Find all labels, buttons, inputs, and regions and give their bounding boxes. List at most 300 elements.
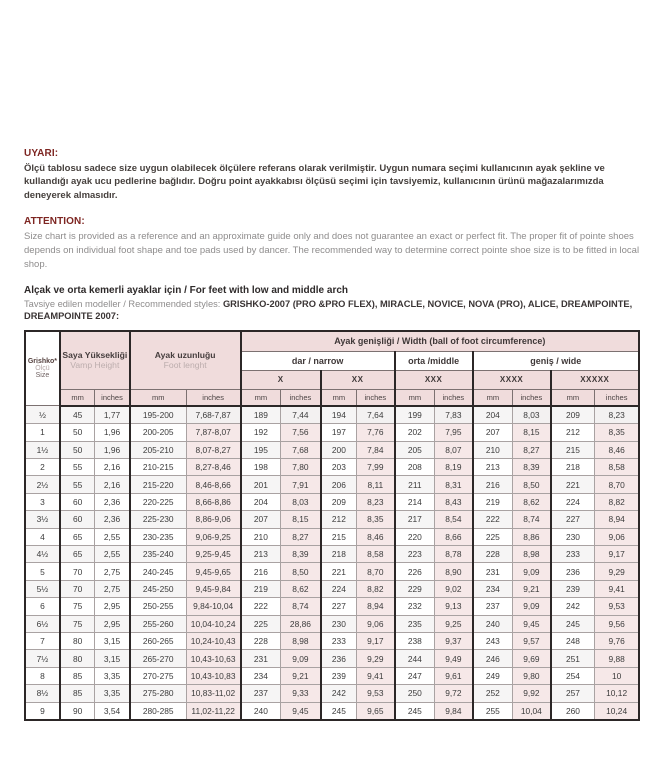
table-cell: 2 — [25, 459, 60, 476]
table-cell: 189 — [241, 406, 281, 424]
table-cell: 9,25-9,45 — [186, 546, 240, 563]
table-cell: 8,07 — [435, 441, 473, 458]
table-cell: 233 — [321, 632, 357, 649]
table-cell: 2,16 — [95, 459, 130, 476]
table-cell: 203 — [321, 459, 357, 476]
table-cell: 7,84 — [357, 441, 395, 458]
table-cell: 215-220 — [130, 476, 186, 493]
unit-header-inches: inches — [435, 389, 473, 406]
table-cell: 230 — [321, 615, 357, 632]
table-cell: 60 — [60, 493, 95, 510]
unit-header-inches: inches — [186, 389, 240, 406]
table-cell: 8,39 — [513, 459, 551, 476]
table-cell: 8,27-8,46 — [186, 459, 240, 476]
table-cell: 9,80 — [513, 667, 551, 684]
table-cell: 50 — [60, 424, 95, 441]
table-cell: 9,17 — [357, 632, 395, 649]
table-cell: 245 — [395, 702, 435, 720]
table-cell: 209 — [321, 493, 357, 510]
table-cell: 200 — [321, 441, 357, 458]
table-cell: 7,68-7,87 — [186, 406, 240, 424]
table-row — [25, 632, 639, 649]
table-cell: 200-205 — [130, 424, 186, 441]
table-cell: 65 — [60, 546, 95, 563]
table-cell: 3½ — [25, 511, 60, 528]
table-cell: 10,24-10,43 — [186, 632, 240, 649]
table-cell: 2,36 — [95, 511, 130, 528]
table-cell: 2,75 — [95, 563, 130, 580]
table-cell: 240-245 — [130, 563, 186, 580]
unit-header-mm: mm — [473, 389, 513, 406]
table-cell: 195-200 — [130, 406, 186, 424]
table-cell: 220 — [395, 528, 435, 545]
table-cell: 3,15 — [95, 632, 130, 649]
table-cell: 9,57 — [513, 632, 551, 649]
table-cell: 213 — [473, 459, 513, 476]
table-cell: 7,44 — [281, 406, 321, 424]
size-header-tr: Ölçü — [35, 365, 50, 373]
table-cell: 9,17 — [595, 546, 639, 563]
table-cell: 8½ — [25, 685, 60, 702]
table-row — [25, 546, 639, 563]
table-cell: 221 — [321, 563, 357, 580]
table-cell: 192 — [241, 424, 281, 441]
table-cell: 2,16 — [95, 476, 130, 493]
table-cell: 2,55 — [95, 546, 130, 563]
table-cell: 8,46 — [595, 441, 639, 458]
table-cell: 9,49 — [435, 650, 473, 667]
size-table-body — [25, 406, 639, 720]
table-cell: 8,90 — [435, 563, 473, 580]
table-cell: 218 — [321, 546, 357, 563]
table-cell: 255 — [473, 702, 513, 720]
table-cell: 245 — [321, 702, 357, 720]
table-cell: 195 — [241, 441, 281, 458]
table-cell: 231 — [473, 563, 513, 580]
table-cell: 8,86-9,06 — [186, 511, 240, 528]
table-cell: 8,46 — [357, 528, 395, 545]
table-cell: 198 — [241, 459, 281, 476]
table-cell: 207 — [473, 424, 513, 441]
foot-header-en: Foot lenght — [163, 360, 207, 371]
col-header-x: X — [241, 370, 321, 389]
table-cell: 245-250 — [130, 580, 186, 597]
table-cell: 280-285 — [130, 702, 186, 720]
table-cell: 7,64 — [357, 406, 395, 424]
warning-en-body: Size chart is provided as a reference and an approximate guide only and does not guarantee an exact or perfect fit. The proper fit of pointe shoes depends on individual foot shape and toe pads used by dancer. The recommended way to determine correct pointe shoe size is to be fitted in local shop. — [24, 231, 640, 270]
table-cell: 242 — [551, 598, 595, 615]
table-cell: 55 — [60, 459, 95, 476]
table-cell: 11,02-11,22 — [186, 702, 240, 720]
table-cell: 3,35 — [95, 685, 130, 702]
table-cell: 8,78 — [435, 546, 473, 563]
table-cell: 9,13 — [435, 598, 473, 615]
table-cell: 8,58 — [595, 459, 639, 476]
col-header-middle: orta /middle — [395, 351, 473, 370]
table-cell: 225 — [473, 528, 513, 545]
table-cell: 7,68 — [281, 441, 321, 458]
table-cell: 221 — [551, 476, 595, 493]
table-cell: 9,76 — [595, 632, 639, 649]
table-cell: 8,74 — [513, 511, 551, 528]
table-cell: 8,58 — [357, 546, 395, 563]
table-cell: 1,96 — [95, 441, 130, 458]
table-cell: 9,56 — [595, 615, 639, 632]
table-cell: 8,86 — [513, 528, 551, 545]
warning-en-heading: ATTENTION: — [24, 216, 85, 228]
table-cell: 8,19 — [435, 459, 473, 476]
table-cell: 9,09 — [513, 563, 551, 580]
table-cell: 8,66 — [435, 528, 473, 545]
table-cell: 9,29 — [357, 650, 395, 667]
table-cell: 10,12 — [595, 685, 639, 702]
table-cell: 249 — [473, 667, 513, 684]
table-cell: 238 — [395, 632, 435, 649]
table-cell: 199 — [395, 406, 435, 424]
table-cell: 8,11 — [357, 476, 395, 493]
warning-en-block — [24, 216, 640, 271]
table-cell: 194 — [321, 406, 357, 424]
col-header-xxxxx: XXXXX — [551, 370, 639, 389]
table-row — [25, 459, 639, 476]
table-cell: 10,83-11,02 — [186, 685, 240, 702]
table-cell: 216 — [473, 476, 513, 493]
table-cell: 243 — [473, 632, 513, 649]
table-cell: 260-265 — [130, 632, 186, 649]
table-cell: 235-240 — [130, 546, 186, 563]
warning-tr-block — [24, 148, 640, 202]
table-cell: 9,92 — [513, 685, 551, 702]
table-cell: 208 — [395, 459, 435, 476]
table-cell: 222 — [473, 511, 513, 528]
table-cell: 4½ — [25, 546, 60, 563]
table-cell: 245 — [551, 615, 595, 632]
table-cell: 252 — [473, 685, 513, 702]
table-cell: 213 — [241, 546, 281, 563]
table-cell: 233 — [551, 546, 595, 563]
unit-header-mm: mm — [321, 389, 357, 406]
table-row — [25, 615, 639, 632]
unit-header-mm: mm — [551, 389, 595, 406]
table-row — [25, 493, 639, 510]
table-cell: 9,45-9,65 — [186, 563, 240, 580]
unit-header-mm: mm — [130, 389, 186, 406]
table-cell: 202 — [395, 424, 435, 441]
table-cell: 9,84-10,04 — [186, 598, 240, 615]
table-cell: 9,09 — [281, 650, 321, 667]
table-cell: 9,21 — [281, 667, 321, 684]
table-cell: 8,50 — [513, 476, 551, 493]
table-cell: 7,83 — [435, 406, 473, 424]
table-cell: 211 — [395, 476, 435, 493]
vamp-header-en: Vamp Height — [70, 360, 120, 371]
table-row — [25, 476, 639, 493]
table-cell: 209 — [551, 406, 595, 424]
table-cell: 1,96 — [95, 424, 130, 441]
table-cell: 7,76 — [357, 424, 395, 441]
table-cell: 8,94 — [595, 511, 639, 528]
table-row — [25, 667, 639, 684]
table-cell: 255-260 — [130, 615, 186, 632]
table-cell: 210 — [473, 441, 513, 458]
table-cell: 260 — [551, 702, 595, 720]
section-title: Alçak ve orta kemerli ayaklar için / For feet with low and middle arch — [24, 284, 349, 296]
table-cell: 246 — [473, 650, 513, 667]
table-row — [25, 650, 639, 667]
table-cell: 234 — [241, 667, 281, 684]
table-cell: 28,86 — [281, 615, 321, 632]
table-cell: 9,09 — [513, 598, 551, 615]
table-cell: 227 — [321, 598, 357, 615]
unit-header-mm: mm — [60, 389, 95, 406]
table-cell: 250 — [395, 685, 435, 702]
recommended-styles-value: GRISHKO-2007 (PRO &PRO FLEX), MIRACLE, NOVICE, NOVA (PRO), ALICE, DREAMPOINTE, DREAMPOINTE 2007: — [24, 298, 633, 321]
table-cell: 9,25 — [435, 615, 473, 632]
col-header-vamp — [60, 331, 130, 390]
table-cell: 231 — [241, 650, 281, 667]
table-cell: 3,54 — [95, 702, 130, 720]
table-cell: 6 — [25, 598, 60, 615]
warning-tr-body: Ölçü tablosu sadece size uygun olabilecek ölçülere referans olarak verilmiştir. Uygun numara seçimi kullanıcının ayak şekline ve kullandığı ayak ucu pedlerine bağlıdır. Doğru point ayakkabısı ölçüsü seçimi için tavsiyemiz, kullanıcının ürünü mağazalarımızda deneyerek almasıdır. — [24, 163, 605, 201]
table-row — [25, 598, 639, 615]
table-cell: 8,62 — [281, 580, 321, 597]
table-cell: 10,24 — [595, 702, 639, 720]
table-cell: 3,35 — [95, 667, 130, 684]
table-cell: 9,06 — [595, 528, 639, 545]
table-cell: 9,41 — [357, 667, 395, 684]
table-cell: 8,94 — [357, 598, 395, 615]
table-cell: 7,80 — [281, 459, 321, 476]
table-cell: 2,75 — [95, 580, 130, 597]
table-cell: 9,65 — [357, 702, 395, 720]
table-cell: 9,33 — [281, 685, 321, 702]
table-cell: 227 — [551, 511, 595, 528]
recommended-styles-label: Tavsiye edilen modeller / Recommended styles: — [24, 298, 223, 309]
table-cell: 2,95 — [95, 598, 130, 615]
header-row-units — [25, 389, 639, 406]
table-cell: 229 — [395, 580, 435, 597]
table-cell: 10 — [595, 667, 639, 684]
table-cell: 212 — [551, 424, 595, 441]
size-header-en: Size — [35, 372, 50, 380]
table-cell: 219 — [473, 493, 513, 510]
table-cell: 9,61 — [435, 667, 473, 684]
table-cell: 8,35 — [595, 424, 639, 441]
table-cell: 8,23 — [595, 406, 639, 424]
table-row — [25, 441, 639, 458]
table-cell: 265-270 — [130, 650, 186, 667]
table-cell: 8,50 — [281, 563, 321, 580]
table-cell: 204 — [473, 406, 513, 424]
table-cell: 216 — [241, 563, 281, 580]
table-cell: 212 — [321, 511, 357, 528]
table-cell: 9,06-9,25 — [186, 528, 240, 545]
table-cell: ½ — [25, 406, 60, 424]
table-row — [25, 528, 639, 545]
table-cell: 90 — [60, 702, 95, 720]
table-cell: 2½ — [25, 476, 60, 493]
table-cell: 8,66-8,86 — [186, 493, 240, 510]
table-cell: 230 — [551, 528, 595, 545]
table-cell: 234 — [473, 580, 513, 597]
table-cell: 2,36 — [95, 493, 130, 510]
table-cell: 223 — [395, 546, 435, 563]
header-row-groups — [25, 331, 639, 352]
table-cell: 8,35 — [357, 511, 395, 528]
table-cell: 275-280 — [130, 685, 186, 702]
table-cell: 7,95 — [435, 424, 473, 441]
table-cell: 8,82 — [595, 493, 639, 510]
table-cell: 8,82 — [357, 580, 395, 597]
table-cell: 10,43-10,83 — [186, 667, 240, 684]
unit-header-inches: inches — [95, 389, 130, 406]
table-row — [25, 685, 639, 702]
table-cell: 9,45-9,84 — [186, 580, 240, 597]
table-row — [25, 511, 639, 528]
table-cell: 10,04 — [513, 702, 551, 720]
table-row — [25, 406, 639, 424]
table-cell: 65 — [60, 528, 95, 545]
table-cell: 9,88 — [595, 650, 639, 667]
table-cell: 9,06 — [357, 615, 395, 632]
table-cell: 228 — [241, 632, 281, 649]
table-cell: 8,03 — [513, 406, 551, 424]
table-cell: 240 — [241, 702, 281, 720]
table-cell: 236 — [551, 563, 595, 580]
table-cell: 218 — [551, 459, 595, 476]
table-cell: 237 — [473, 598, 513, 615]
table-header — [25, 331, 639, 406]
table-cell: 8,23 — [357, 493, 395, 510]
table-cell: 9,41 — [595, 580, 639, 597]
table-cell: 9,84 — [435, 702, 473, 720]
col-header-xx: XX — [321, 370, 395, 389]
table-cell: 9,02 — [435, 580, 473, 597]
table-cell: 257 — [551, 685, 595, 702]
unit-header-inches: inches — [281, 389, 321, 406]
foot-header-tr: Ayak uzunluğu — [154, 349, 216, 360]
table-cell: 8 — [25, 667, 60, 684]
table-cell: 250-255 — [130, 598, 186, 615]
table-cell: 8,98 — [281, 632, 321, 649]
table-cell: 270-275 — [130, 667, 186, 684]
table-cell: 230-235 — [130, 528, 186, 545]
table-row — [25, 702, 639, 720]
table-cell: 225 — [241, 615, 281, 632]
table-cell: 242 — [321, 685, 357, 702]
table-cell: 236 — [321, 650, 357, 667]
table-cell: 9,72 — [435, 685, 473, 702]
table-cell: 205 — [395, 441, 435, 458]
table-cell: 247 — [395, 667, 435, 684]
table-cell: 75 — [60, 598, 95, 615]
table-cell: 7,91 — [281, 476, 321, 493]
table-cell: 1 — [25, 424, 60, 441]
table-cell: 9,69 — [513, 650, 551, 667]
vamp-header-tr: Saya Yüksekliği — [62, 349, 128, 360]
table-cell: 85 — [60, 667, 95, 684]
table-cell: 8,15 — [513, 424, 551, 441]
table-cell: 226 — [395, 563, 435, 580]
unit-header-inches: inches — [595, 389, 639, 406]
table-cell: 1,77 — [95, 406, 130, 424]
table-cell: 248 — [551, 632, 595, 649]
table-cell: 4 — [25, 528, 60, 545]
table-cell: 55 — [60, 476, 95, 493]
table-cell: 9 — [25, 702, 60, 720]
table-cell: 251 — [551, 650, 595, 667]
table-cell: 232 — [395, 598, 435, 615]
table-cell: 10,43-10,63 — [186, 650, 240, 667]
table-cell: 239 — [321, 667, 357, 684]
table-cell: 6½ — [25, 615, 60, 632]
col-header-xxxx: XXXX — [473, 370, 551, 389]
table-cell: 240 — [473, 615, 513, 632]
col-header-foot-length — [130, 331, 241, 390]
table-cell: 220-225 — [130, 493, 186, 510]
size-chart-table — [24, 330, 640, 721]
table-cell: 206 — [321, 476, 357, 493]
table-cell: 254 — [551, 667, 595, 684]
table-cell: 228 — [473, 546, 513, 563]
table-cell: 210-215 — [130, 459, 186, 476]
table-cell: 214 — [395, 493, 435, 510]
table-cell: 8,46-8,66 — [186, 476, 240, 493]
col-header-wide: geniş / wide — [473, 351, 639, 370]
table-cell: 201 — [241, 476, 281, 493]
table-cell: 224 — [321, 580, 357, 597]
table-cell: 7½ — [25, 650, 60, 667]
table-cell: 8,07-8,27 — [186, 441, 240, 458]
size-header-brand: Grishko* — [27, 358, 58, 366]
table-cell: 9,37 — [435, 632, 473, 649]
table-cell: 197 — [321, 424, 357, 441]
table-cell: 70 — [60, 563, 95, 580]
unit-header-mm: mm — [395, 389, 435, 406]
col-header-xxx: XXX — [395, 370, 473, 389]
table-cell: 5 — [25, 563, 60, 580]
table-cell: 80 — [60, 632, 95, 649]
table-cell: 50 — [60, 441, 95, 458]
col-header-width-group: Ayak genişliği / Width (ball of foot circumference) — [241, 331, 639, 352]
table-cell: 239 — [551, 580, 595, 597]
table-cell: 210 — [241, 528, 281, 545]
table-cell: 8,74 — [281, 598, 321, 615]
table-cell: 9,29 — [595, 563, 639, 580]
table-cell: 85 — [60, 685, 95, 702]
table-cell: 8,15 — [281, 511, 321, 528]
col-header-narrow: dar / narrow — [241, 351, 395, 370]
table-cell: 217 — [395, 511, 435, 528]
table-cell: 70 — [60, 580, 95, 597]
table-cell: 9,21 — [513, 580, 551, 597]
table-row — [25, 424, 639, 441]
table-cell: 235 — [395, 615, 435, 632]
table-cell: 8,54 — [435, 511, 473, 528]
table-cell: 8,62 — [513, 493, 551, 510]
table-cell: 7 — [25, 632, 60, 649]
table-cell: 75 — [60, 615, 95, 632]
table-cell: 9,53 — [595, 598, 639, 615]
table-cell: 7,56 — [281, 424, 321, 441]
unit-header-mm: mm — [241, 389, 281, 406]
table-cell: 7,87-8,07 — [186, 424, 240, 441]
table-cell: 205-210 — [130, 441, 186, 458]
col-header-size — [25, 331, 60, 406]
table-cell: 215 — [321, 528, 357, 545]
table-cell: 8,43 — [435, 493, 473, 510]
table-cell: 222 — [241, 598, 281, 615]
